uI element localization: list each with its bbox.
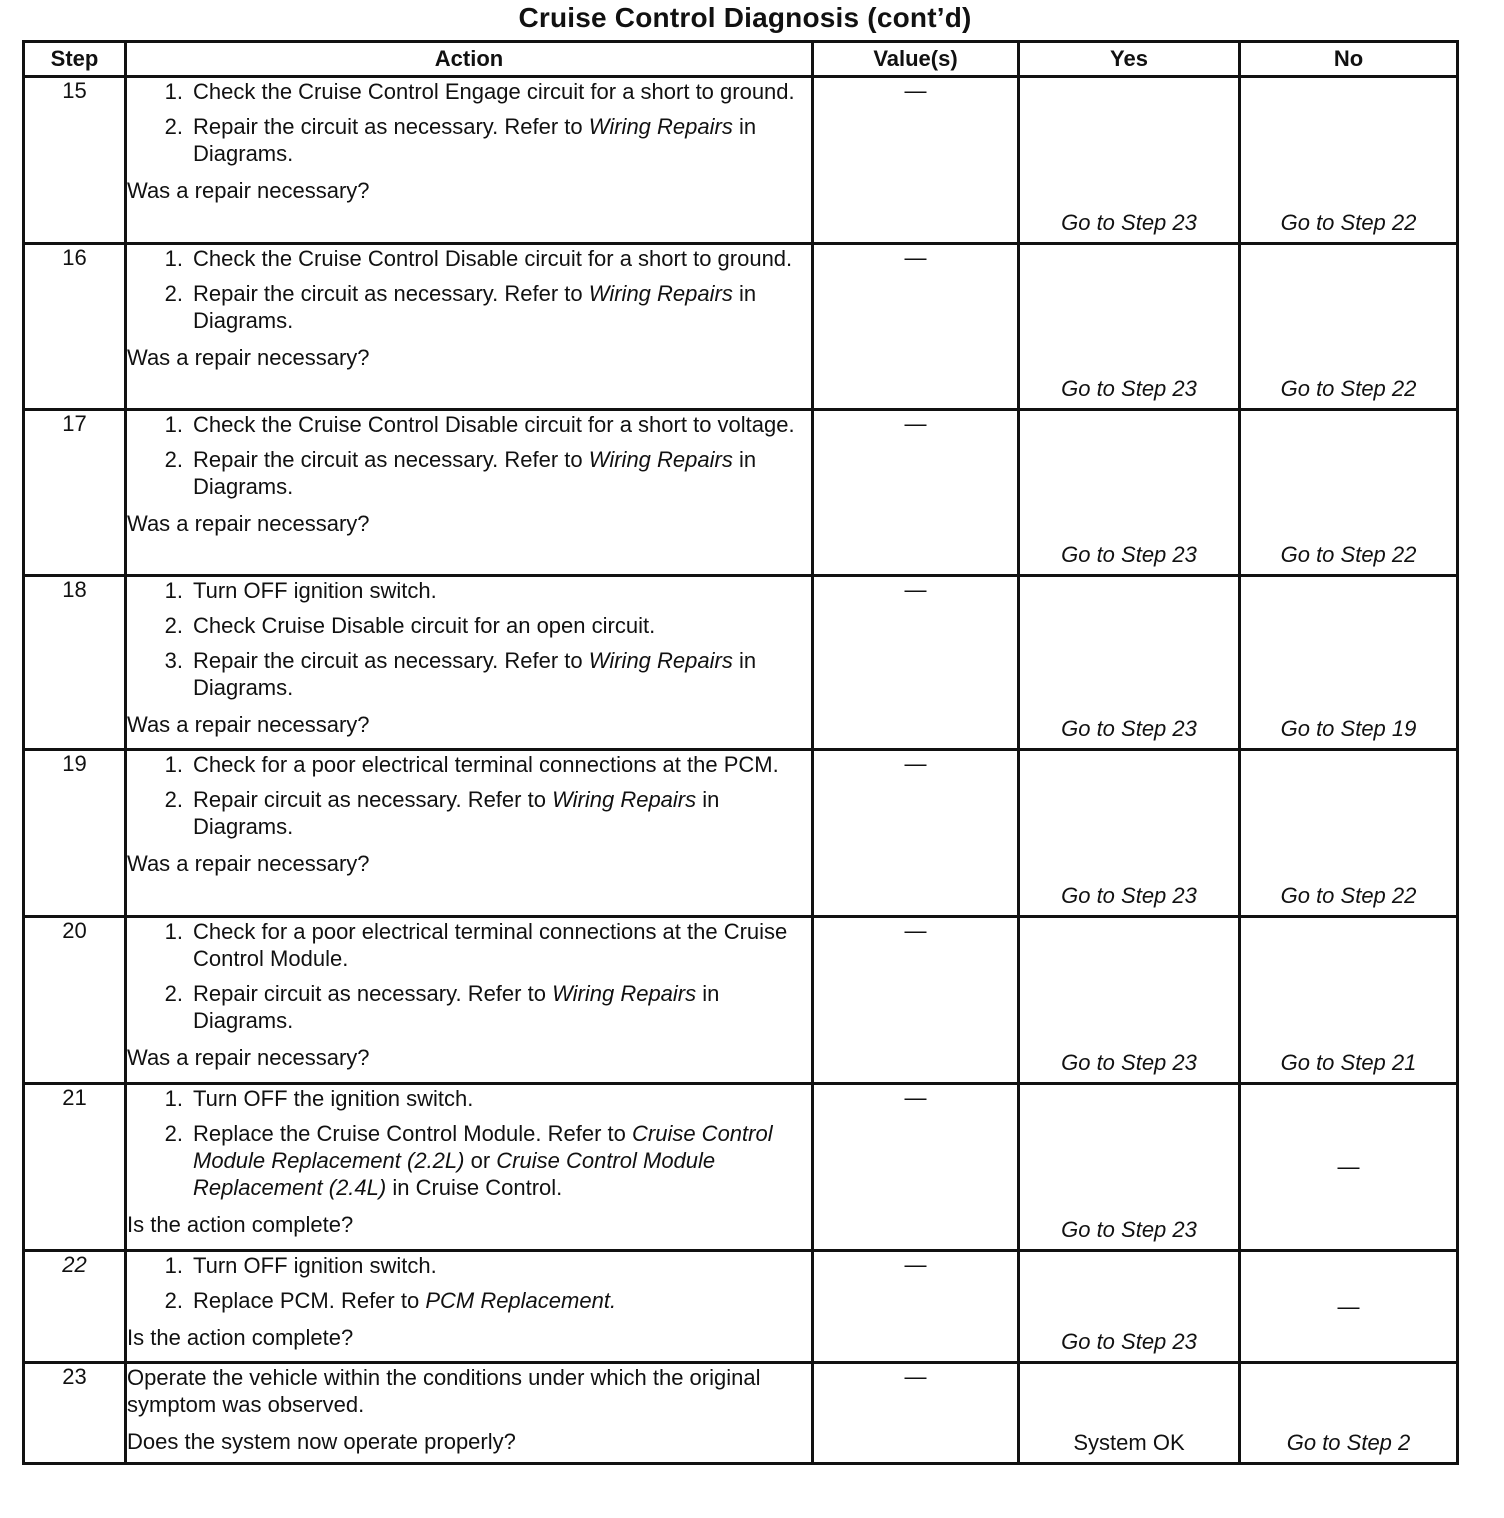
- action-item-text: [193, 280, 811, 334]
- action-question: Was a repair necessary?: [127, 712, 370, 737]
- yes-result: Go to Step 23: [1061, 1217, 1197, 1242]
- instruction-text: in Diagrams.: [193, 114, 757, 166]
- action-item-text: [193, 980, 811, 1034]
- action-cell: [126, 576, 813, 750]
- no-result: Go to Step 22: [1280, 883, 1417, 908]
- yes-cell: [1019, 410, 1240, 576]
- action-list: [127, 918, 811, 1042]
- header-row: [24, 42, 1458, 77]
- action-intro: Operate the vehicle within the conditions under which the original symptom was observed.: [127, 1365, 761, 1417]
- action-item: [127, 280, 811, 334]
- table-row: [24, 1363, 1458, 1464]
- reference-text: Wiring Repairs: [588, 114, 733, 139]
- action-question: Is the action complete?: [127, 1325, 354, 1350]
- instruction-text: in Cruise Control.: [386, 1175, 563, 1200]
- action-cell: [126, 750, 813, 917]
- yes-cell: [1019, 77, 1240, 244]
- instruction-text: in Diagrams.: [193, 787, 720, 839]
- yes-result: Go to Step 23: [1061, 883, 1197, 908]
- action-item: [127, 612, 811, 639]
- step-number: 16: [24, 244, 126, 410]
- value-cell: —: [813, 244, 1019, 410]
- action-list: [127, 411, 811, 508]
- action-item-number: 2.: [164, 1121, 183, 1146]
- action-item: [127, 113, 811, 167]
- table-row: [24, 917, 1458, 1084]
- action-list: [127, 1085, 811, 1209]
- instruction-text: Repair the circuit as necessary. Refer to: [193, 114, 589, 139]
- value-cell: —: [813, 77, 1019, 244]
- table-row: [24, 77, 1458, 244]
- action-list: [127, 751, 811, 848]
- no-cell: [1240, 1251, 1458, 1363]
- yes-cell: [1019, 244, 1240, 410]
- value-cell: —: [813, 1084, 1019, 1251]
- value-cell: —: [813, 1251, 1019, 1363]
- no-cell: [1240, 576, 1458, 750]
- action-item: [127, 1287, 811, 1314]
- action-cell: [126, 77, 813, 244]
- action-item: [127, 786, 811, 840]
- step-number: 19: [24, 750, 126, 917]
- action-item-number: 2.: [164, 281, 183, 306]
- instruction-text: Repair the circuit as necessary. Refer to: [193, 447, 589, 472]
- action-item: [127, 980, 811, 1034]
- action-item: [127, 245, 811, 272]
- reference-text: Wiring Repairs: [552, 787, 697, 812]
- yes-result: Go to Step 23: [1061, 716, 1197, 741]
- action-item-number: 1.: [164, 1086, 183, 1111]
- step-number: 21: [24, 1084, 126, 1251]
- page-title: Cruise Control Diagnosis (cont’d): [518, 2, 972, 33]
- action-item: [127, 647, 811, 701]
- step-number: 20: [24, 917, 126, 1084]
- no-cell: [1240, 244, 1458, 410]
- action-item-number: 1.: [164, 79, 183, 104]
- action-cell: [126, 917, 813, 1084]
- reference-text: Wiring Repairs: [552, 981, 697, 1006]
- no-cell: [1240, 917, 1458, 1084]
- reference-text: Wiring Repairs: [588, 447, 733, 472]
- step-number: 17: [24, 410, 126, 576]
- action-item-text: [193, 1120, 811, 1201]
- action-item-text: [193, 446, 811, 500]
- value-cell: —: [813, 410, 1019, 576]
- action-cell: [126, 1084, 813, 1251]
- action-question: Was a repair necessary?: [127, 511, 370, 536]
- yes-result: System OK: [1073, 1430, 1185, 1455]
- value-cell: —: [813, 917, 1019, 1084]
- value-cell: —: [813, 576, 1019, 750]
- action-question: Was a repair necessary?: [127, 1045, 370, 1070]
- instruction-text: Check for a poor electrical terminal connections at the PCM.: [193, 752, 779, 777]
- action-question: Was a repair necessary?: [127, 345, 370, 370]
- no-cell: [1240, 1363, 1458, 1464]
- action-item-number: 2.: [164, 114, 183, 139]
- action-item-number: 2.: [164, 613, 183, 638]
- action-item-number: 3.: [164, 648, 183, 673]
- instruction-text: Turn OFF ignition switch.: [193, 578, 437, 603]
- action-item-text: [193, 647, 811, 701]
- action-item: [127, 78, 811, 105]
- reference-text: Wiring Repairs: [588, 648, 733, 673]
- action-item-number: 1.: [164, 1253, 183, 1278]
- reference-text: Wiring Repairs: [588, 281, 733, 306]
- action-item-text: [193, 411, 811, 438]
- table-row: [24, 410, 1458, 576]
- yes-cell: [1019, 576, 1240, 750]
- reference-text: Cruise Control Module Replacement (2.2L): [193, 1121, 773, 1173]
- instruction-text: Check the Cruise Control Disable circuit for a short to ground.: [193, 246, 793, 271]
- action-item-number: 2.: [164, 447, 183, 472]
- no-cell: [1240, 1084, 1458, 1251]
- no-result: Go to Step 2: [1286, 1430, 1411, 1455]
- action-cell: [126, 1251, 813, 1363]
- table-row: [24, 576, 1458, 750]
- instruction-text: Replace PCM. Refer to: [193, 1288, 426, 1313]
- value-cell: —: [813, 750, 1019, 917]
- step-number: 18: [24, 576, 126, 750]
- header-values: Value(s): [813, 42, 1019, 77]
- action-list: [127, 245, 811, 342]
- action-item: [127, 411, 811, 438]
- yes-cell: [1019, 1084, 1240, 1251]
- step-number: 23: [24, 1363, 126, 1464]
- no-cell: [1240, 77, 1458, 244]
- diagnosis-table: [22, 40, 1459, 1465]
- no-result: Go to Step 21: [1280, 1050, 1417, 1075]
- action-item: [127, 1120, 811, 1201]
- header-step: Step: [24, 42, 126, 77]
- action-item: [127, 918, 811, 972]
- instruction-text: Repair the circuit as necessary. Refer to: [193, 648, 589, 673]
- action-item-text: [193, 751, 811, 778]
- step-number: 15: [24, 77, 126, 244]
- action-list: [127, 78, 811, 175]
- instruction-text: in Diagrams.: [193, 281, 757, 333]
- no-result: Go to Step 22: [1280, 542, 1417, 567]
- action-item-number: 1.: [164, 246, 183, 271]
- yes-result: Go to Step 23: [1061, 1329, 1197, 1354]
- action-list: [127, 1252, 811, 1322]
- value-cell: —: [813, 1363, 1019, 1464]
- action-item-text: [193, 612, 811, 639]
- instruction-text: in Diagrams.: [193, 648, 757, 700]
- no-result: Go to Step 22: [1280, 376, 1417, 401]
- instruction-text: Turn OFF the ignition switch.: [193, 1086, 474, 1111]
- yes-cell: [1019, 917, 1240, 1084]
- action-item-number: 2.: [164, 1288, 183, 1313]
- action-item: [127, 577, 811, 604]
- reference-text: Cruise Control Module Replacement (2.4L): [193, 1148, 716, 1200]
- action-question: Was a repair necessary?: [127, 851, 370, 876]
- instruction-text: Repair circuit as necessary. Refer to: [193, 981, 553, 1006]
- instruction-text: Repair circuit as necessary. Refer to: [193, 787, 553, 812]
- instruction-text: Check for a poor electrical terminal connections at the Cruise Control Module.: [193, 919, 788, 971]
- action-item-number: 2.: [164, 787, 183, 812]
- action-item-text: [193, 577, 811, 604]
- action-item: [127, 446, 811, 500]
- action-item-text: [193, 1085, 811, 1112]
- yes-cell: [1019, 750, 1240, 917]
- yes-result: Go to Step 23: [1061, 542, 1197, 567]
- action-question: Was a repair necessary?: [127, 178, 370, 203]
- header-action: Action: [126, 42, 813, 77]
- action-item: [127, 1252, 811, 1279]
- instruction-text: Check the Cruise Control Engage circuit for a short to ground.: [193, 79, 795, 104]
- action-list: [127, 577, 811, 709]
- action-item: [127, 1085, 811, 1112]
- no-cell: [1240, 750, 1458, 917]
- no-result: —: [1337, 1154, 1360, 1179]
- yes-cell: [1019, 1363, 1240, 1464]
- action-item-number: 1.: [164, 919, 183, 944]
- instruction-text: Turn OFF ignition switch.: [193, 1253, 437, 1278]
- yes-result: Go to Step 23: [1061, 376, 1197, 401]
- table-row: [24, 244, 1458, 410]
- table-row: [24, 750, 1458, 917]
- reference-text: PCM Replacement.: [425, 1288, 617, 1313]
- action-item: [127, 751, 811, 778]
- action-question: Does the system now operate properly?: [127, 1429, 516, 1454]
- yes-result: Go to Step 23: [1061, 210, 1197, 235]
- table-row: [24, 1084, 1458, 1251]
- action-cell: [126, 244, 813, 410]
- header-no: No: [1240, 42, 1458, 77]
- instruction-text: Repair the circuit as necessary. Refer to: [193, 281, 589, 306]
- instruction-text: or: [464, 1148, 497, 1173]
- no-result: Go to Step 22: [1280, 210, 1417, 235]
- action-item-text: [193, 245, 811, 272]
- action-cell: [126, 410, 813, 576]
- action-question: Is the action complete?: [127, 1212, 354, 1237]
- no-result: —: [1337, 1293, 1360, 1319]
- step-number: 22: [24, 1251, 126, 1363]
- instruction-text: in Diagrams.: [193, 981, 720, 1033]
- yes-result: Go to Step 23: [1061, 1050, 1197, 1075]
- action-item-text: [193, 918, 811, 972]
- no-result: Go to Step 19: [1280, 716, 1417, 741]
- action-item-text: [193, 113, 811, 167]
- action-item-text: [193, 1252, 811, 1279]
- no-cell: [1240, 410, 1458, 576]
- header-yes: Yes: [1019, 42, 1240, 77]
- action-item-text: [193, 1287, 811, 1314]
- action-item-number: 2.: [164, 981, 183, 1006]
- instruction-text: Check Cruise Disable circuit for an open circuit.: [193, 613, 656, 638]
- instruction-text: Check the Cruise Control Disable circuit for a short to voltage.: [193, 412, 795, 437]
- instruction-text: Replace the Cruise Control Module. Refer to: [193, 1121, 632, 1146]
- yes-cell: [1019, 1251, 1240, 1363]
- table-row: [24, 1251, 1458, 1363]
- action-item-number: 1.: [164, 412, 183, 437]
- action-item-text: [193, 786, 811, 840]
- action-item-text: [193, 78, 811, 105]
- action-cell: [126, 1363, 813, 1464]
- action-item-number: 1.: [164, 752, 183, 777]
- action-item-number: 1.: [164, 578, 183, 603]
- instruction-text: in Diagrams.: [193, 447, 757, 499]
